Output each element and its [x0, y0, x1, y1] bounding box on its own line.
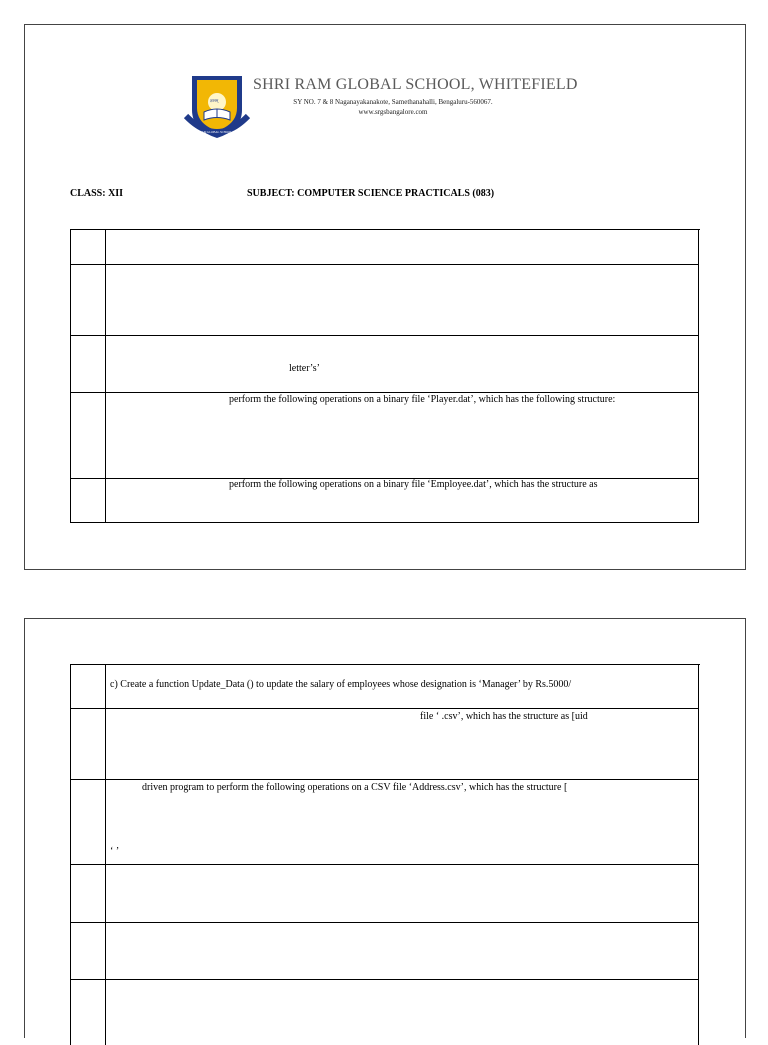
question-cell	[105, 980, 699, 1045]
logo-ring-text: SHRI RAM GLOBAL SCHOOL	[192, 130, 232, 134]
question-cell	[105, 780, 699, 864]
table-row	[71, 980, 699, 1045]
document-page-2	[24, 618, 746, 1038]
school-address: SY NO. 7 & 8 Naganayakanakote, Samethanahalli, Bengaluru-560067.	[293, 98, 493, 106]
serial-cell	[71, 665, 106, 708]
question-text: perform the following operations on a binary file ‘Player.dat’, which has the following structure:	[229, 394, 616, 405]
table-row	[71, 393, 699, 479]
logo-hindi-text: ज्ञानम्	[210, 98, 219, 103]
serial-cell	[71, 865, 106, 922]
class-label: CLASS: XII	[70, 188, 124, 199]
question-cell	[105, 923, 699, 979]
school-website: www.srgsbangalore.com	[358, 108, 428, 116]
table-row	[71, 265, 699, 336]
question-cell	[105, 336, 699, 392]
question-text: driven program to perform the following operations on a CSV file ‘Address.csv’, which has the structure [	[142, 782, 568, 793]
question-cell	[105, 265, 699, 335]
page-gap	[0, 570, 768, 618]
serial-cell	[71, 230, 106, 264]
table-row	[71, 865, 699, 923]
school-name: SHRI RAM GLOBAL SCHOOL, WHITEFIELD	[253, 76, 578, 93]
question-cell	[105, 230, 699, 264]
question-cell	[105, 709, 699, 779]
table-row	[71, 479, 699, 523]
table-row	[71, 709, 699, 780]
question-text: file ‘ .csv’, which has the structure as [uid	[420, 711, 588, 722]
school-address-block	[253, 97, 533, 117]
table-row	[71, 230, 699, 265]
serial-cell	[71, 780, 106, 864]
serial-cell	[71, 923, 106, 979]
subject-label: SUBJECT: COMPUTER SCIENCE PRACTICALS (083)	[247, 188, 495, 199]
serial-cell	[71, 336, 106, 392]
serial-cell	[71, 980, 106, 1045]
table-row	[71, 336, 699, 393]
table-row	[71, 665, 699, 709]
question-text: c) Create a function Update_Data () to update the salary of employees whose designation is ‘Manager’ by Rs.5000/	[110, 679, 572, 690]
question-text-quotes: ‘ ’	[110, 846, 120, 857]
question-cell	[105, 479, 699, 522]
serial-cell	[71, 265, 106, 335]
serial-cell	[71, 709, 106, 779]
practicals-table-page-1	[70, 229, 700, 523]
question-text: perform the following operations on a binary file ‘Employee.dat’, which has the structure as	[229, 479, 598, 490]
practicals-table-page-2	[70, 664, 700, 1045]
question-cell	[105, 665, 699, 708]
question-cell	[105, 865, 699, 922]
serial-cell	[71, 393, 106, 478]
question-text: letter’s’	[289, 363, 320, 374]
serial-cell	[71, 479, 106, 522]
table-row	[71, 780, 699, 865]
question-cell	[105, 393, 699, 478]
document-page-1	[24, 24, 746, 570]
school-logo	[184, 72, 250, 142]
table-row	[71, 923, 699, 980]
